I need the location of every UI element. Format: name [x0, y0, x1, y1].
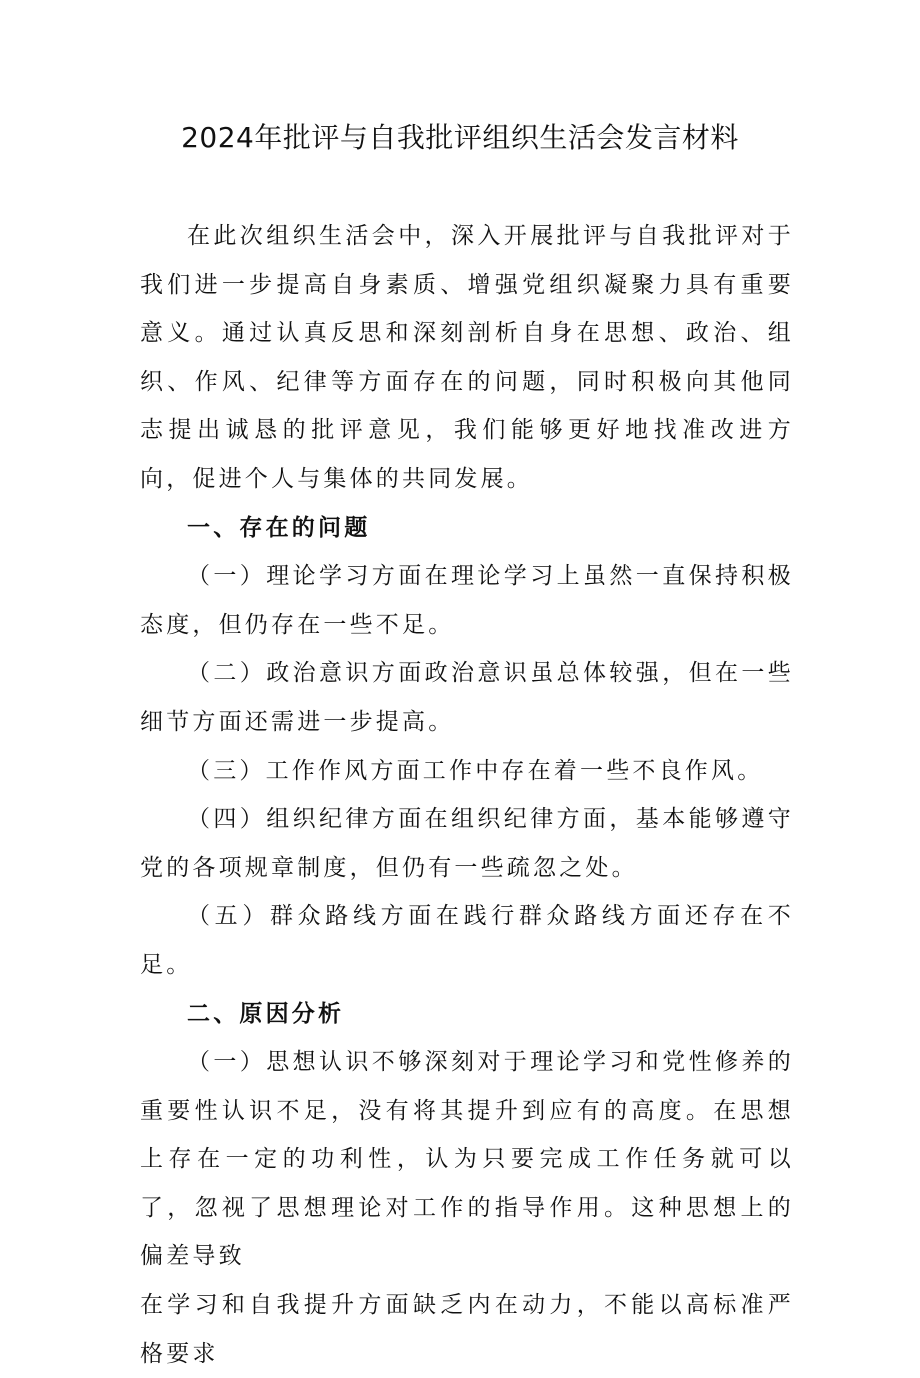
document-title: 2024年批评与自我批评组织生活会发言材料 [181, 121, 739, 154]
section-heading-problems: 一、存在的问题 [187, 514, 371, 541]
problem-item-5: （五）群众路线方面在践行群众路线方面还存在不足。 [140, 903, 794, 978]
problem-item-2: （二）政治意识方面政治意识虽总体较强，但在一些细节方面还需进一步提高。 [140, 660, 794, 735]
section-heading-analysis: 二、原因分析 [187, 1000, 345, 1027]
analysis-item-1: （一）思想认识不够深刻对于理论学习和党性修养的重要性认识不足，没有将其提升到应有的高度。在思想上存在一定的功利性，认为只要完成工作任务就可以了，忽视了思想理论对工作的指导作用。这种思想上的偏差导致 [140, 1049, 794, 1270]
problem-item-1: （一）理论学习方面在理论学习上虽然一直保持积极态度，但仍存在一些不足。 [140, 563, 794, 638]
problem-item-3: （三）工作作风方面工作中存在着一些不良作风。 [187, 757, 764, 784]
problem-item-4: （四）组织纪律方面在组织纪律方面，基本能够遵守党的各项规章制度，但仍有一些疏忽之处。 [140, 806, 794, 881]
document-body [140, 212, 794, 1378]
intro-paragraph: 在此次组织生活会中，深入开展批评与自我批评对于我们进一步提高自身素质、增强党组织凝聚力具有重要意义。通过认真反思和深刻剖析自身在思想、政治、组织、作风、纪律等方面存在的问题，同时积极向其他同志提出诚恳的批评意见，我们能够更好地找准改进方向，促进个人与集体的共同发展。 [140, 223, 794, 492]
analysis-item-1-continued: 在学习和自我提升方面缺乏内在动力，不能以高标准严格要求 [140, 1292, 794, 1367]
